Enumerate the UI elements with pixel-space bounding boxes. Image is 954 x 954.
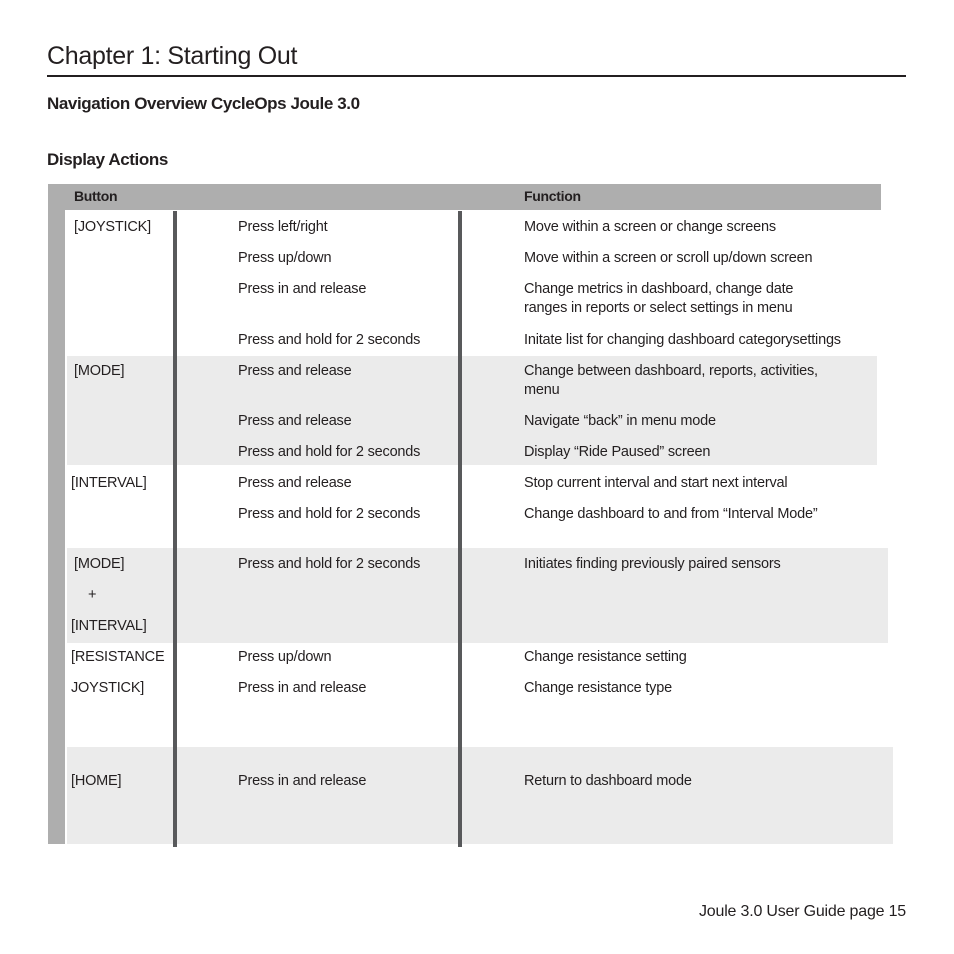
shade-home-group xyxy=(67,747,893,844)
table-row-function: Move within a screen or scroll up/down screen xyxy=(524,250,813,266)
section-title: Navigation Overview CycleOps Joule 3.0 xyxy=(47,94,360,113)
table-row-button: [JOYSTICK] xyxy=(74,219,151,235)
header-function: Function xyxy=(524,188,581,204)
table-row-button: [MODE] xyxy=(74,363,125,379)
table-row-button: [MODE] xyxy=(74,556,125,572)
table-row-action: Press and hold for 2 seconds xyxy=(238,444,421,460)
table-row-button: JOYSTICK] xyxy=(71,680,145,696)
table-row-button: [HOME] xyxy=(71,773,122,789)
table-row-function: Change dashboard to and from “Interval Mode” xyxy=(524,506,818,522)
table-row-function: Display “Ride Paused” screen xyxy=(524,444,711,460)
table-row-function: Change between dashboard, reports, activities, menu xyxy=(524,363,818,398)
table-row-function: Move within a screen or change screens xyxy=(524,219,776,235)
table-row-action: Press up/down xyxy=(238,250,332,266)
table-row-action: Press up/down xyxy=(238,649,332,665)
table-row-button: [INTERVAL] xyxy=(71,618,147,634)
table-row-action: Press left/right xyxy=(238,219,328,235)
column-divider-2 xyxy=(458,211,462,847)
table-row-function: Stop current interval and start next interval xyxy=(524,475,788,491)
chapter-divider xyxy=(47,75,906,77)
table-row-function: Change resistance setting xyxy=(524,649,687,665)
table-row-action: Press and hold for 2 seconds xyxy=(238,332,421,348)
table-row-action: Press and release xyxy=(238,475,352,491)
table-row-action: Press in and release xyxy=(238,281,367,297)
table-row-action: Press and release xyxy=(238,413,352,429)
table-row-function: Change metrics in dashboard, change date ranges in reports or select settings in menu xyxy=(524,281,794,316)
table-row-action: Press and hold for 2 seconds xyxy=(238,506,421,522)
table-row-function: Return to dashboard mode xyxy=(524,773,692,789)
column-divider-1 xyxy=(173,211,177,847)
page-footer: Joule 3.0 User Guide page 15 xyxy=(699,903,906,920)
table-row-action: Press in and release xyxy=(238,773,367,789)
table-row-button: [RESISTANCE xyxy=(71,649,165,665)
table-row-function: Change resistance type xyxy=(524,680,672,696)
table-row-function: Initate list for changing dashboard categorysettings xyxy=(524,332,841,348)
table-row-function: Navigate “back” in menu mode xyxy=(524,413,716,429)
table-row-action: Press and release xyxy=(238,363,352,379)
table-row-button: + xyxy=(88,587,97,603)
table-header-bar xyxy=(48,184,881,210)
table-side-bar xyxy=(48,184,65,844)
header-button: Button xyxy=(74,188,118,204)
table-row-button: [INTERVAL] xyxy=(71,475,147,491)
table-row-action: Press and hold for 2 seconds xyxy=(238,556,421,572)
subsection-title: Display Actions xyxy=(47,150,168,169)
chapter-title: Chapter 1: Starting Out xyxy=(47,42,298,70)
table-row-function: Initiates finding previously paired sensors xyxy=(524,556,781,572)
table-row-action: Press in and release xyxy=(238,680,367,696)
